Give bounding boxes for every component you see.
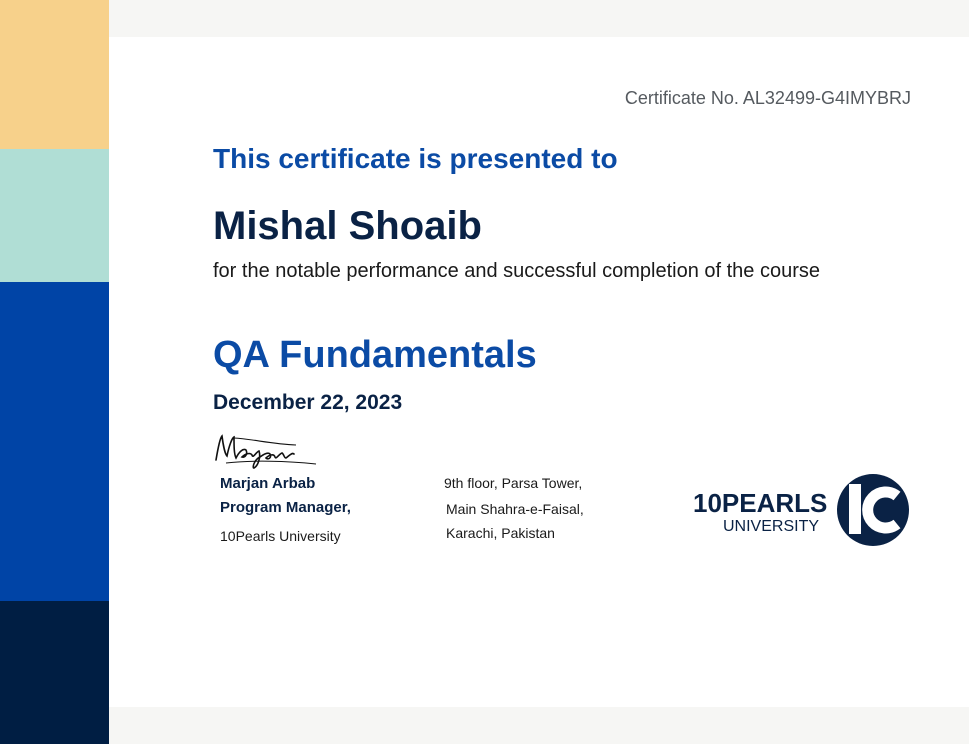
address-line-2: Main Shahra-e-Faisal, bbox=[446, 501, 584, 517]
logo-mark-icon bbox=[837, 474, 909, 546]
signature-image bbox=[212, 430, 322, 474]
recipient-name: Mishal Shoaib bbox=[213, 204, 482, 248]
logo-brand-text: 10PEARLS bbox=[693, 488, 828, 518]
presented-to-heading: This certificate is presented to bbox=[213, 143, 618, 174]
address-line-1: 9th floor, Parsa Tower, bbox=[444, 475, 583, 491]
decor-stripe-mint bbox=[0, 149, 109, 282]
course-title: QA Fundamentals bbox=[213, 334, 537, 376]
decor-stripe-blue bbox=[0, 282, 109, 601]
signatory-organization: 10Pearls University bbox=[220, 528, 341, 544]
address-line-3: Karachi, Pakistan bbox=[446, 525, 555, 541]
signatory-name: Marjan Arbab bbox=[220, 475, 316, 492]
decor-stripe-navy bbox=[0, 601, 109, 744]
logo-sub-text: UNIVERSITY bbox=[723, 518, 820, 535]
completion-description: for the notable performance and successful completion of the course bbox=[213, 260, 821, 282]
signatory-title: Program Manager, bbox=[220, 499, 351, 516]
certificate-number: Certificate No. AL32499-G4IMYBRJ bbox=[624, 88, 911, 108]
10pearls-university-logo bbox=[693, 470, 911, 550]
decor-stripe-yellow bbox=[0, 0, 109, 149]
completion-date: December 22, 2023 bbox=[213, 391, 403, 414]
